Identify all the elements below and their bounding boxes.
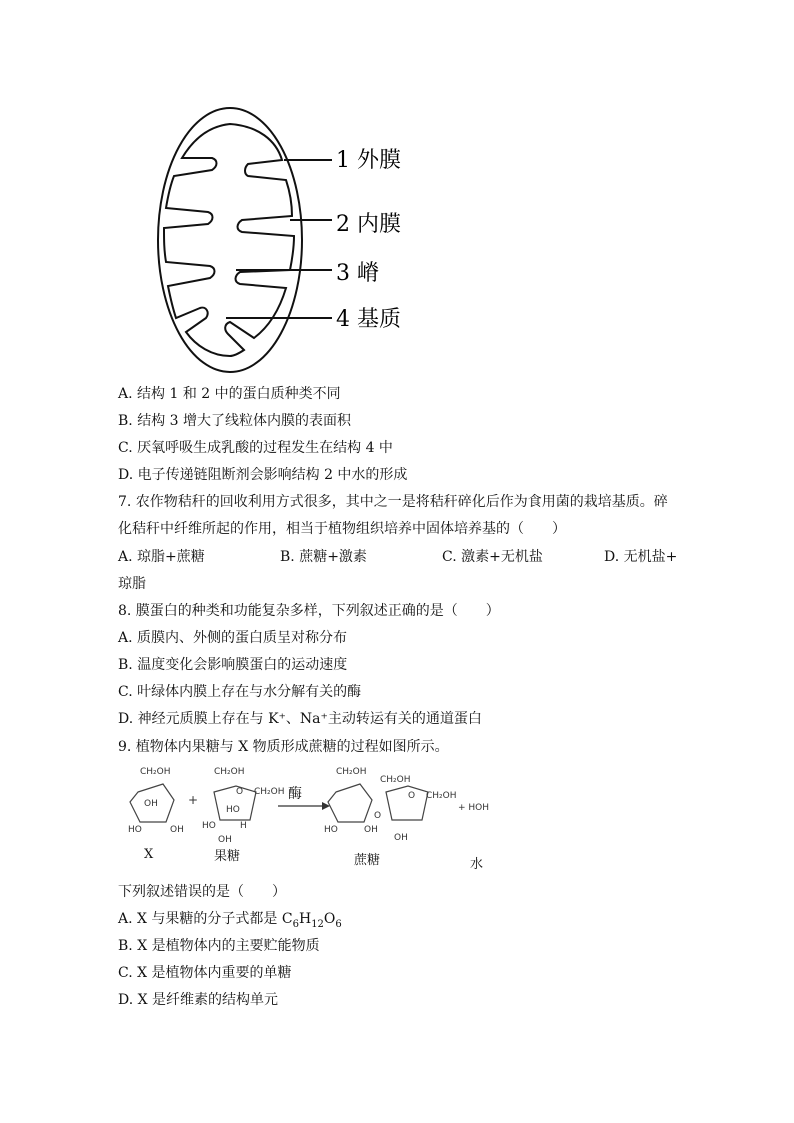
q9-option-c[interactable]: C. X 是植物体内重要的单糖 bbox=[118, 965, 292, 981]
sucrose-ch2oh-right: CH₂OH bbox=[426, 791, 457, 801]
svg-text:HO: HO bbox=[202, 821, 216, 831]
svg-text:O: O bbox=[374, 811, 382, 821]
svg-text:O: O bbox=[236, 787, 244, 797]
label-matrix: 4 基质 bbox=[336, 307, 401, 332]
q7-option-a[interactable]: A. 琼脂+蔗糖 bbox=[118, 549, 205, 565]
q8-option-d[interactable]: D. 神经元质膜上存在与 K⁺、Na⁺主动转运有关的通道蛋白 bbox=[118, 711, 482, 727]
label-inner-membrane: 2 内膜 bbox=[336, 212, 401, 237]
x-ch2oh: CH₂OH bbox=[140, 767, 171, 777]
svg-text:OH: OH bbox=[394, 833, 408, 843]
label-x: X bbox=[144, 847, 154, 862]
enzyme-label: 酶 bbox=[288, 786, 302, 802]
label-sucrose: 蔗糖 bbox=[354, 853, 381, 868]
q9-question: 下列叙述错误的是（ ） bbox=[118, 884, 286, 900]
q8-stem: 8. 膜蛋白的种类和功能复杂多样，下列叙述正确的是（ ） bbox=[118, 603, 500, 619]
fructose-ch2oh-right: CH₂OH bbox=[254, 787, 285, 797]
q6-option-b[interactable]: B. 结构 3 增大了线粒体内膜的表面积 bbox=[118, 413, 351, 429]
outer-membrane bbox=[158, 108, 302, 372]
q9-option-a[interactable]: A. X 与果糖的分子式都是 $C_6H_{12}O_6$ bbox=[118, 911, 342, 930]
mitochondrion-diagram bbox=[150, 100, 430, 380]
q7-stem-line2: 化秸秆中纤维所起的作用，相当于植物组织培养中固体培养基的（ ） bbox=[118, 521, 566, 537]
svg-text:HO: HO bbox=[226, 805, 240, 815]
svg-text:HO: HO bbox=[324, 825, 338, 835]
q6-option-d[interactable]: D. 电子传递链阻断剂会影响结构 2 中水的形成 bbox=[118, 467, 408, 483]
hoh-label: + HOH bbox=[458, 803, 490, 813]
label-outer-membrane: 1 外膜 bbox=[336, 148, 401, 173]
q9-option-d[interactable]: D. X 是纤维素的结构单元 bbox=[118, 992, 279, 1008]
svg-text:H: H bbox=[240, 821, 247, 831]
q8-option-c[interactable]: C. 叶绿体内膜上存在与水分解有关的酶 bbox=[118, 684, 362, 700]
svg-text:O: O bbox=[408, 791, 416, 801]
q7-stem-line1: 7. 农作物秸秆的回收利用方式很多，其中之一是将秸秆碎化后作为食用菌的栽培基质。碎 bbox=[118, 494, 668, 510]
sucrose-ch2oh-mid: CH₂OH bbox=[380, 775, 411, 785]
q7-option-d-continued: 琼脂 bbox=[118, 576, 146, 592]
sucrose-formation-diagram bbox=[118, 762, 518, 872]
svg-text:HO: HO bbox=[128, 825, 142, 835]
q8-option-b[interactable]: B. 温度变化会影响膜蛋白的运动速度 bbox=[118, 657, 348, 673]
q9-option-b[interactable]: B. X 是植物体内的主要贮能物质 bbox=[118, 938, 320, 954]
q7-option-b[interactable]: B. 蔗糖+激素 bbox=[280, 549, 367, 565]
inner-membrane bbox=[164, 124, 294, 356]
q7-option-c[interactable]: C. 激素+无机盐 bbox=[442, 549, 543, 565]
label-water: 水 bbox=[470, 857, 484, 872]
q9-stem: 9. 植物体内果糖与 X 物质形成蔗糖的过程如图所示。 bbox=[118, 739, 449, 755]
svg-text:OH: OH bbox=[170, 825, 184, 835]
q7-option-d[interactable]: D. 无机盐+ bbox=[604, 549, 678, 565]
q6-option-c[interactable]: C. 厌氧呼吸生成乳酸的过程发生在结构 4 中 bbox=[118, 440, 393, 456]
svg-text:OH: OH bbox=[144, 799, 158, 809]
q8-option-a[interactable]: A. 质膜内、外侧的蛋白质呈对称分布 bbox=[118, 630, 348, 646]
svg-text:OH: OH bbox=[218, 835, 232, 845]
fructose-ch2oh-top: CH₂OH bbox=[214, 767, 245, 777]
svg-text:+: + bbox=[188, 793, 199, 807]
label-cristae: 3 嵴 bbox=[336, 261, 379, 286]
q6-option-a[interactable]: A. 结构 1 和 2 中的蛋白质种类不同 bbox=[118, 386, 341, 402]
sucrose-ch2oh-left: CH₂OH bbox=[336, 767, 367, 777]
label-fructose: 果糖 bbox=[214, 849, 241, 864]
svg-text:OH: OH bbox=[364, 825, 378, 835]
